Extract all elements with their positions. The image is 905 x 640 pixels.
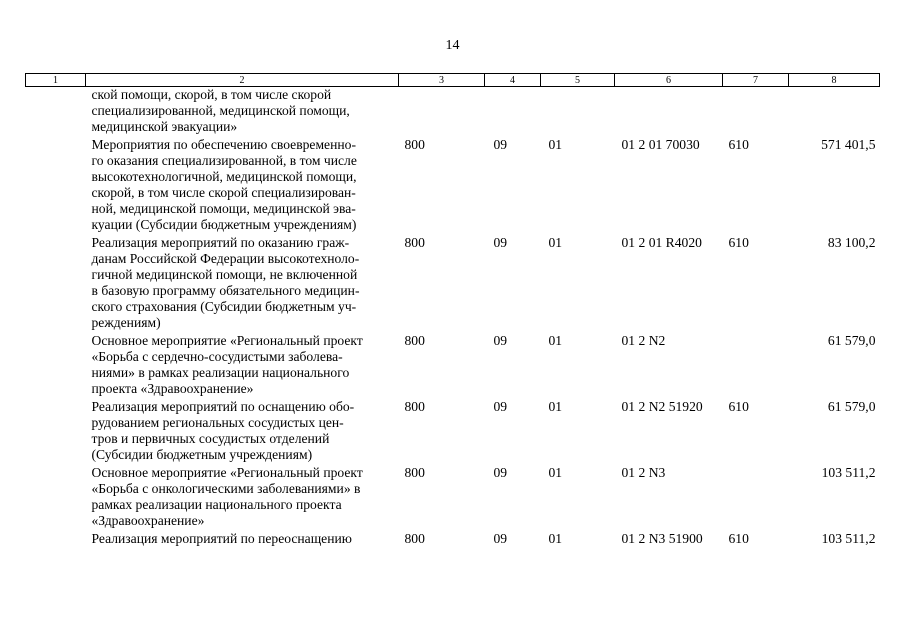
cell-name-line: гичной медицинской помощи, не включенной [91,267,358,282]
cell-target-article: 01 2 N3 51900 [621,531,703,546]
cell-name-line: ниями» в рамках реализации национального [91,365,350,380]
header-col-1: 1 [26,74,86,87]
cell-subsection [541,87,615,138]
cell-subsection: 01 [548,235,563,250]
cell-admin-code: 800 [404,465,425,480]
cell-number [26,137,86,235]
header-col-8: 8 [789,74,880,87]
header-col-4: 4 [485,74,541,87]
cell-name-line: Реализация мероприятий по переоснащению [91,531,352,546]
table-header [26,74,880,87]
cell-admin-code: 800 [404,531,425,546]
cell-name-line: ского страхования (Субсидии бюджетным уч- [91,299,357,314]
cell-amount: 103 511,2 [821,531,876,546]
table-row [26,465,880,531]
cell-subsection: 01 [548,531,563,546]
cell-amount: 61 579,0 [827,333,876,348]
header-col-3: 3 [399,74,485,87]
cell-name-line: реждениям) [91,315,161,330]
table-row [26,531,880,549]
cell-amount: 83 100,2 [827,235,876,250]
cell-section: 09 [493,235,508,250]
cell-subsection: 01 [548,399,563,414]
cell-section: 09 [493,399,508,414]
cell-amount [789,87,880,138]
header-row [26,74,880,87]
cell-section: 09 [493,531,508,546]
cell-name-line: Основное мероприятие «Региональный проект [91,465,363,480]
cell-name-line: куации (Субсидии бюджетным учреждениям) [91,217,357,232]
cell-name [86,399,399,465]
cell-name-line: «Борьба с онкологическими заболеваниями» в [91,481,361,496]
cell-name-line: высокотехнологичной, медицинской помощи, [91,169,357,184]
cell-target-article [615,87,723,138]
cell-number [26,399,86,465]
cell-admin-code: 800 [404,137,425,152]
cell-name-line: Реализация мероприятий по оснащению обо- [91,399,355,414]
cell-name-line: ской помощи, скорой, в том числе скорой [91,87,332,102]
cell-name-line: специализированной, медицинской помощи, [91,103,350,118]
cell-expense-type [723,87,789,138]
cell-name-line: данам Российской Федерации высокотехноло- [91,251,360,266]
table-body [26,87,880,550]
cell-subsection: 01 [548,333,563,348]
cell-number [26,235,86,333]
cell-name-line: проекта «Здравоохранение» [91,381,254,396]
cell-amount: 571 401,5 [821,137,876,152]
cell-number [26,531,86,549]
table-row [26,399,880,465]
cell-admin-code [399,87,485,138]
cell-name [86,235,399,333]
cell-target-article: 01 2 01 70030 [621,137,700,152]
cell-expense-type: 610 [728,531,749,546]
cell-name [86,137,399,235]
header-col-5: 5 [541,74,615,87]
cell-name-line: го оказания специализированной, в том числе [91,153,357,168]
cell-name-line: в базовую программу обязательного медицин- [91,283,360,298]
page-number: 14 [445,38,460,53]
cell-name-line: рудованием региональных сосудистых цен- [91,415,344,430]
cell-subsection: 01 [548,137,563,152]
cell-name-line: «Борьба с сердечно-сосудистыми заболева- [91,349,343,364]
cell-target-article: 01 2 N2 [621,333,666,348]
header-col-2: 2 [86,74,399,87]
cell-name-line: медицинской эвакуации» [91,119,238,134]
header-col-6: 6 [615,74,723,87]
cell-name-line: Мероприятия по обеспечению своевременно- [91,137,356,152]
header-col-7: 7 [723,74,789,87]
table-row [26,87,880,138]
cell-name-line: Реализация мероприятий по оказанию граж- [91,235,350,250]
cell-admin-code: 800 [404,399,425,414]
cell-name [86,87,399,138]
table-row [26,235,880,333]
cell-section: 09 [493,333,508,348]
budget-table [25,73,880,549]
cell-section: 09 [493,137,508,152]
cell-number [26,333,86,399]
cell-amount: 103 511,2 [821,465,876,480]
cell-name-line: «Здравоохранение» [91,513,205,528]
cell-name-line: (Субсидии бюджетным учреждениям) [91,447,313,462]
cell-section [485,87,541,138]
table-row [26,137,880,235]
cell-expense-type [723,333,789,399]
cell-target-article: 01 2 N2 51920 [621,399,703,414]
cell-name-line: ной, медицинской помощи, медицинской эва- [91,201,356,216]
cell-expense-type: 610 [728,137,749,152]
cell-admin-code: 800 [404,333,425,348]
cell-expense-type [723,465,789,531]
table-row [26,333,880,399]
cell-amount: 61 579,0 [827,399,876,414]
cell-section: 09 [493,465,508,480]
cell-number [26,465,86,531]
cell-number [26,87,86,138]
cell-name-line: рамках реализации национального проекта [91,497,342,512]
cell-target-article: 01 2 01 R4020 [621,235,702,250]
cell-name [86,531,399,549]
cell-subsection: 01 [548,465,563,480]
cell-admin-code: 800 [404,235,425,250]
cell-name-line: тров и первичных сосудистых отделений [91,431,330,446]
cell-expense-type: 610 [728,235,749,250]
cell-name [86,465,399,531]
cell-expense-type: 610 [728,399,749,414]
cell-name-line: скорой, в том числе скорой специализирован- [91,185,356,200]
cell-name-line: Основное мероприятие «Региональный проект [91,333,363,348]
cell-target-article: 01 2 N3 [621,465,666,480]
cell-name [86,333,399,399]
